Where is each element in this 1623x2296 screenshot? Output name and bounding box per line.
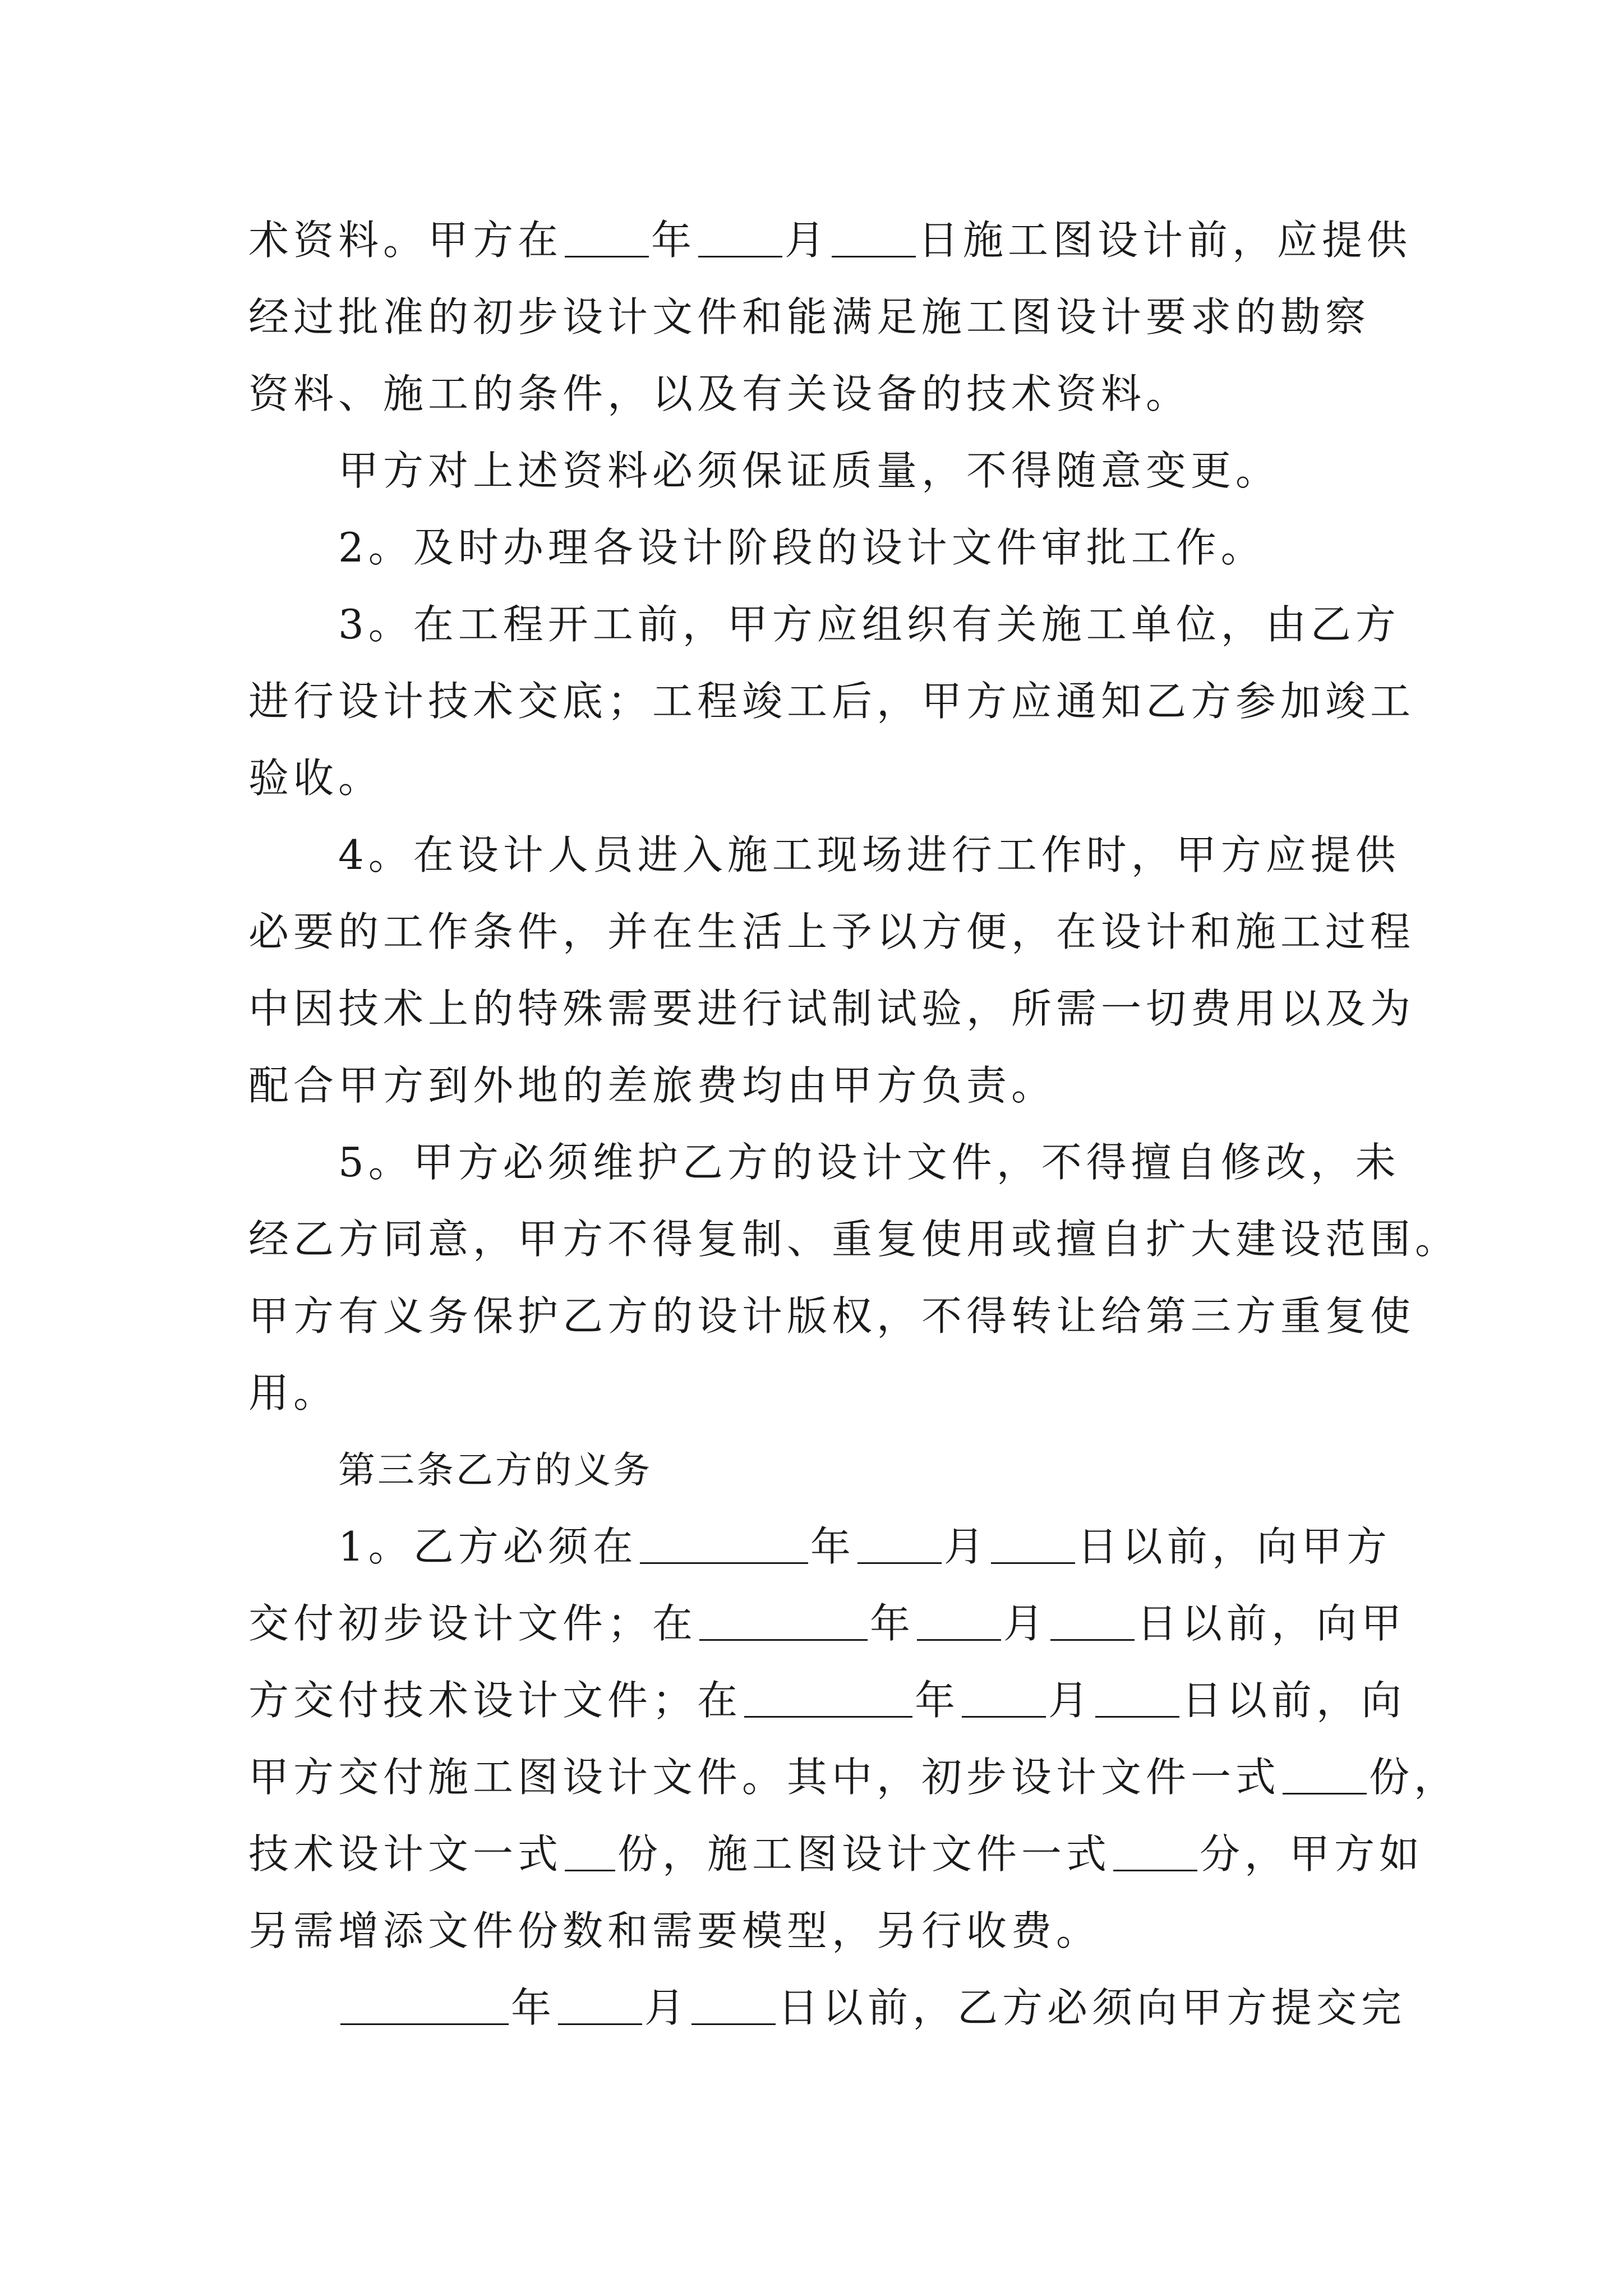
text-line: 验收。 [248, 754, 384, 802]
blank-field [698, 222, 782, 257]
text-line: 1。乙方必须在 年 月 日以前，向甲方 [338, 1523, 1391, 1570]
text-line: 技术设计文一式 份，施工图设计文件一式 分，甲方如 [248, 1830, 1424, 1878]
text-line: 5。甲方必须维护乙方的设计文件，不得擅自修改，未 [338, 1139, 1400, 1186]
blank-field [565, 222, 649, 257]
text-line: 年 月 日以前，乙方必须向甲方提交完 [248, 1970, 1376, 2046]
text-line: 甲方交付施工图设计文件。其中，初步设计文件一式 份， [248, 1754, 1459, 1801]
blank-field [558, 1990, 642, 2025]
contract-text [248, 202, 1460, 2046]
blank-field [691, 1990, 776, 2025]
text-line: 方交付技术设计文件；在 年 月 日以前，向 [248, 1677, 1407, 1724]
text-line: 资料、施工的条件，以及有关设备的技术资料。 [248, 370, 1191, 417]
section-heading: 第三条乙方的义务 [338, 1448, 652, 1492]
text-line: 2。及时办理各设计阶段的设计文件审批工作。 [338, 524, 1266, 571]
blank-field [744, 1682, 912, 1718]
text-line: 用。 [248, 1369, 339, 1416]
text-line: 交付初步设计文件；在 年 月 日以前，向甲 [248, 1600, 1407, 1647]
blank-field [857, 1529, 942, 1564]
blank-field [1050, 1605, 1135, 1641]
text-line: 甲方有义务保护乙方的设计版权，不得转让给第三方重复使 [248, 1292, 1415, 1340]
text-line: 术资料。甲方在 年 月 日施工图设计前，应提供 [248, 217, 1412, 264]
text-line: 4。在设计人员进入施工现场进行工作时，甲方应提供 [338, 831, 1400, 878]
blank-field [565, 1836, 615, 1871]
blank-field [640, 1529, 808, 1564]
text-line: 配合甲方到外地的差旅费均由甲方负责。 [248, 1062, 1057, 1109]
text-line: 中因技术上的特殊需要进行试制试验，所需一切费用以及为 [248, 985, 1415, 1032]
text-line: 进行设计技术交底；工程竣工后，甲方应通知乙方参加竣工 [248, 678, 1415, 725]
text-line: 3。在工程开工前，甲方应组织有关施工单位，由乙方 [338, 601, 1400, 648]
text-line: 必要的工作条件，并在生活上予以方便，在设计和施工过程 [248, 908, 1415, 955]
blank-field [962, 1682, 1046, 1718]
blank-field [1095, 1682, 1179, 1718]
text-line: 经乙方同意，甲方不得复制、重复使用或擅自扩大建设范围。 [248, 1216, 1460, 1263]
text-line: 另需增添文件份数和需要模型，另行收费。 [248, 1907, 1101, 1954]
blank-field [1283, 1759, 1367, 1795]
text-line: 经过批准的初步设计文件和能满足施工图设计要求的勘察 [248, 293, 1371, 341]
blank-field [340, 1990, 509, 2025]
blank-field [991, 1529, 1075, 1564]
blank-field [917, 1605, 1001, 1641]
blank-field [699, 1605, 868, 1641]
blank-field [1113, 1836, 1197, 1871]
text-line: 甲方对上述资料必须保证质量，不得随意变更。 [338, 447, 1281, 494]
blank-field [832, 222, 916, 257]
